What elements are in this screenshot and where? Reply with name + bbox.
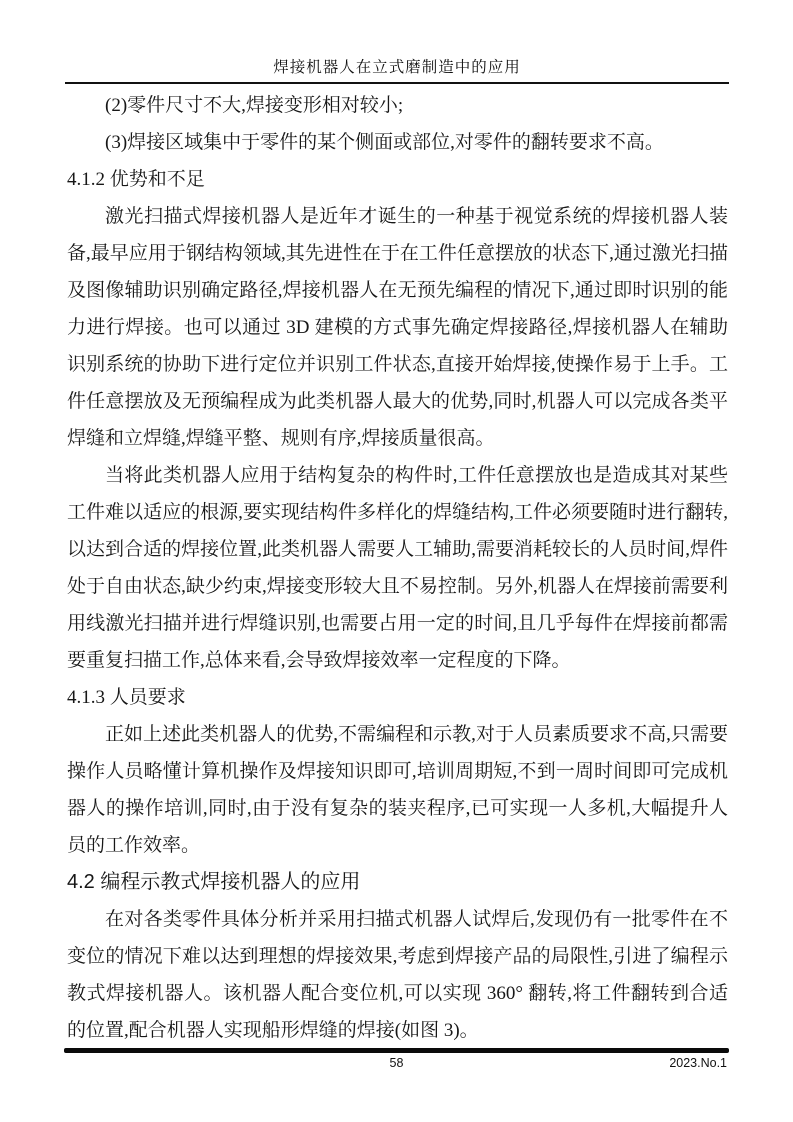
- running-header-title: 焊接机器人在立式磨制造中的应用: [273, 59, 521, 76]
- running-header: [65, 0, 729, 84]
- footer: [64, 1056, 729, 1074]
- list-item-2: (2)零件尺寸不大,焊接变形相对较小;: [105, 95, 404, 116]
- body-paragraph: 正如上述此类机器人的优势,不需编程和示教,对于人员素质要求不高,只需要操作人员略懂计算机操作及焊接知识即可,培训周期短,不到一周时间即可完成机器人的操作培训,同时,由于没有复杂的装夹程序,已可实现一人多机,大幅提升人员的工作效率。: [67, 724, 728, 856]
- issue-label: 2023.No.1: [669, 1056, 727, 1070]
- list-item-3: (3)焊接区域集中于零件的某个侧面或部位,对零件的翻转要求不高。: [105, 132, 664, 153]
- page-number: 58: [389, 1056, 404, 1070]
- section-heading-4-1-3: 4.1.3 人员要求: [67, 687, 186, 708]
- body-paragraph: 激光扫描式焊接机器人是近年才诞生的一种基于视觉系统的焊接机器人装备,最早应用于钢结构领域,其先进性在于在工件任意摆放的状态下,通过激光扫描及图像辅助识别确定路径,焊接机器人在无预先编程的情况下,通过即时识别的能力进行焊接。也可以通过 3D 建模的方式事先确定焊接路径,焊接机器人在辅助识别系统的协助下进行定位并识别工件状态,直接开始焊接,使操作易于上手。工件任意摆放及无预编程成为此类机器人最大的优势,同时,机器人可以完成各类平焊缝和立焊缝,焊缝平整、规则有序,焊接质量很高。: [67, 206, 728, 449]
- section-heading-4-2: 4.2 编程示教式焊接机器人的应用: [67, 871, 361, 893]
- section-heading-4-1-2: 4.1.2 优势和不足: [67, 169, 205, 190]
- body-paragraph: 当将此类机器人应用于结构复杂的构件时,工件任意摆放也是造成其对某些工件难以适应的根源,要实现结构件多样化的焊缝结构,工件必须要随时进行翻转,以达到合适的焊接位置,此类机器人需要人工辅助,需要消耗较长的人员时间,焊件处于自由状态,缺少约束,焊接变形较大且不易控制。另外,机器人在焊接前需要利用线激光扫描并进行焊缝识别,也需要占用一定的时间,且几乎每件在焊接前都需要重复扫描工作,总体来看,会导致焊接效率一定程度的下降。: [67, 465, 728, 671]
- footer-rule: [64, 1048, 729, 1053]
- body-paragraph: 在对各类零件具体分析并采用扫描式机器人试焊后,发现仍有一批零件在不变位的情况下难以达到理想的焊接效果,考虑到焊接产品的局限性,引进了编程示教式焊接机器人。该机器人配合变位机,可以实现 360° 翻转,将工件翻转到合适的位置,配合机器人实现船形焊缝的焊接(如图 3)。: [67, 909, 728, 1041]
- document-body: [67, 87, 728, 1049]
